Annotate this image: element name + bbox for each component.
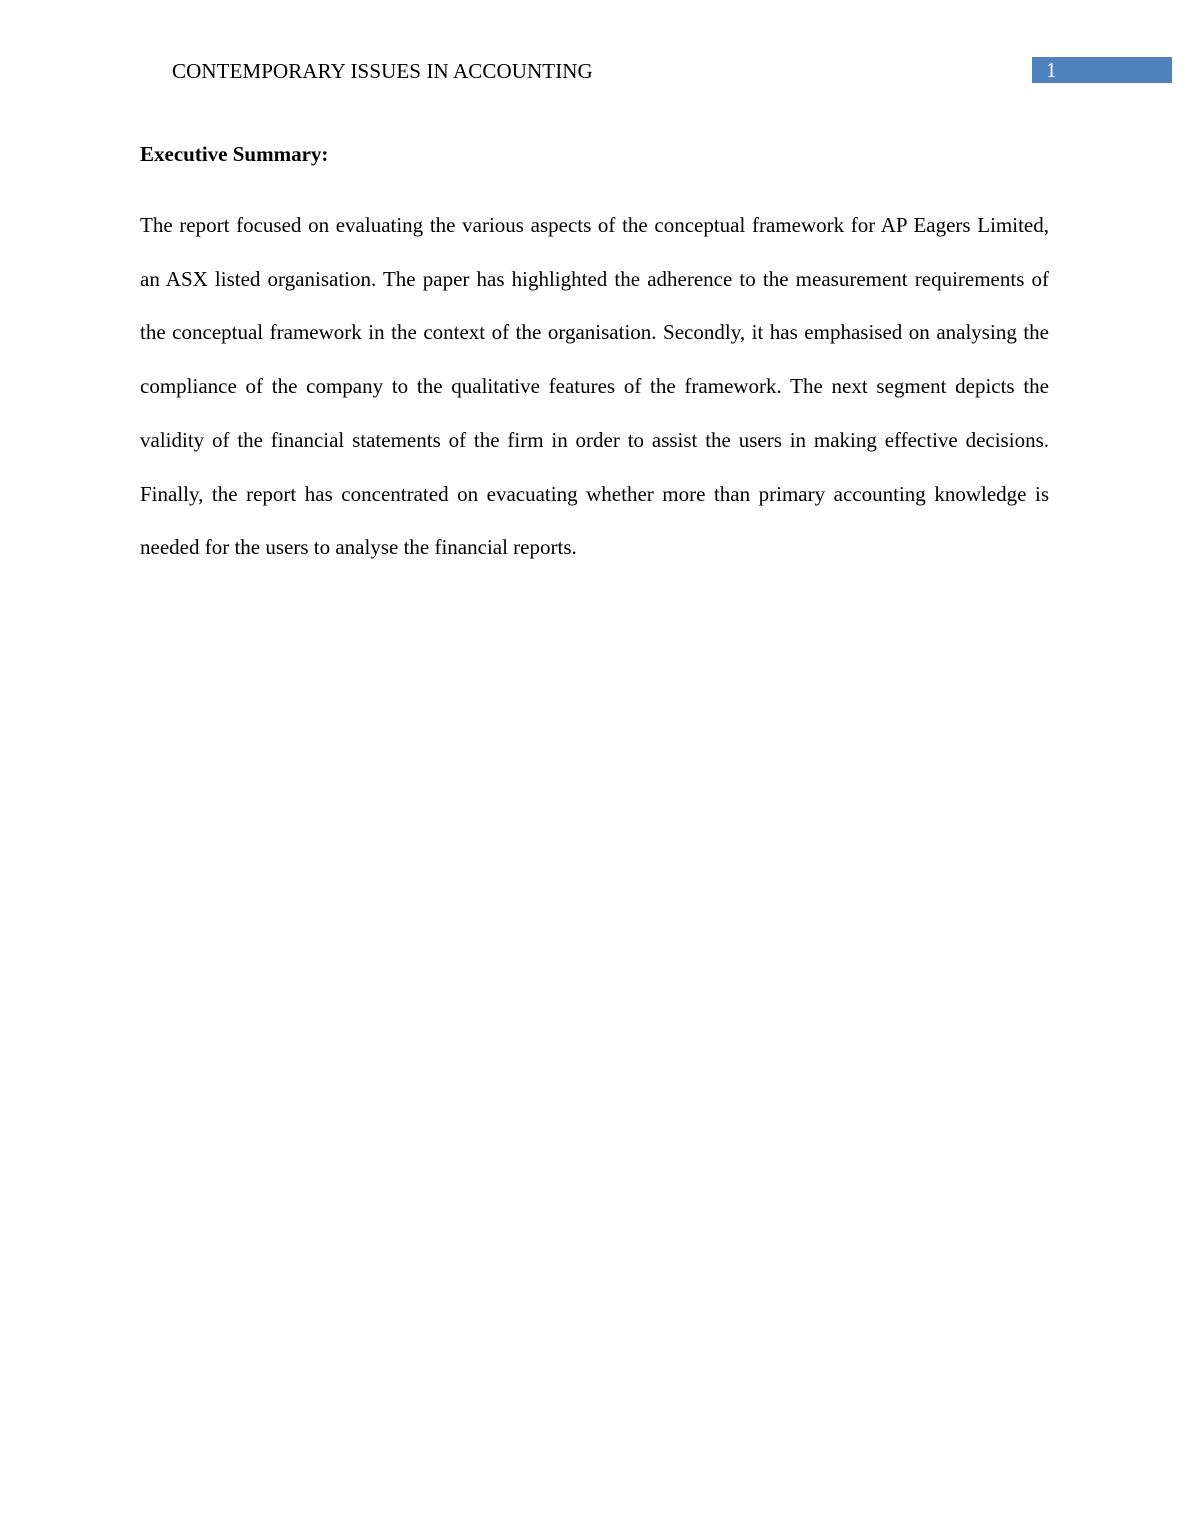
page-number-badge (1032, 57, 1172, 83)
page-number: 1 (1046, 58, 1057, 82)
body-paragraph: The report focused on evaluating the various aspects of the conceptual framework for AP Eagers Limited, an ASX listed organisation. The paper has highlighted the adherence to the measurement requirements of the conceptual framework in the context of the organisation. Secondly, it has emphasised on analysing the compliance of the company to the qualitative features of the framework. The next segment depicts the validity of the financial statements of the firm in order to assist the users in making effective decisions. Finally, the report has concentrated on evacuating whether more than primary accounting knowledge is needed for the users to analyse the financial reports. (140, 213, 1049, 560)
running-header-title: CONTEMPORARY ISSUES IN ACCOUNTING (172, 59, 593, 83)
section-heading: Executive Summary: (140, 142, 329, 166)
